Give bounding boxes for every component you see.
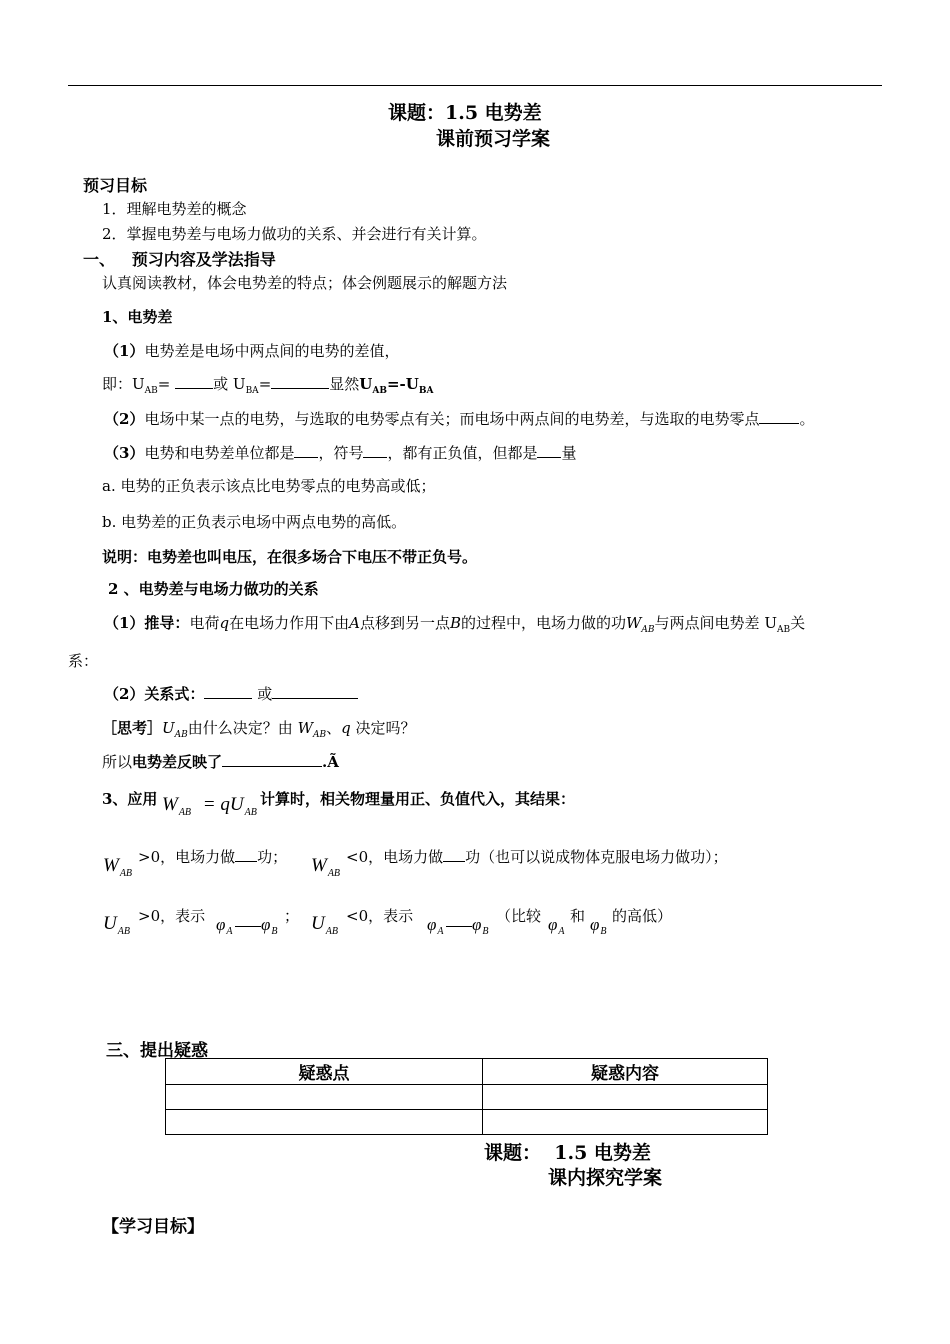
w-positive-text: >0，电场力做 功； <box>138 848 288 866</box>
blank-field[interactable] <box>537 443 561 458</box>
blank-field[interactable] <box>363 443 387 458</box>
table-header-cell: 疑惑内容 <box>483 1059 768 1085</box>
paragraph-1: （1）电势差是电场中两点间的电势的差值， <box>104 342 400 360</box>
blank-field[interactable] <box>204 684 252 699</box>
u-ab-symbol: $U_{AB}$ <box>311 913 338 937</box>
top-rule <box>68 85 882 86</box>
questions-heading: 三、提出疑惑 <box>106 1041 208 1061</box>
phi-a-symbol: $\varphi_A$ <box>548 915 565 937</box>
blank-field[interactable] <box>759 409 799 424</box>
derivation-wrap: 系： <box>68 652 99 670</box>
paragraph-4: （3）电势和电势差单位都是 ，符号 ，都有正负值，但都是 量 <box>104 444 577 462</box>
formula-w-equals-qu: $W_{AB} = qU_{AB}$ <box>162 794 257 818</box>
u-ab-symbol: $U_{AB}$ <box>103 913 130 937</box>
u-negative-text: <0，表示 <box>346 907 414 925</box>
page-title: 课题：1.5 电势差 <box>388 102 542 124</box>
blank-field[interactable] <box>443 847 465 862</box>
table-cell[interactable] <box>483 1085 768 1110</box>
table-cell[interactable] <box>166 1085 483 1110</box>
goals-heading: 预习目标 <box>83 176 148 195</box>
blank-field[interactable] <box>272 684 358 699</box>
phi-b-symbol: $\varphi_B$ <box>261 915 278 937</box>
blank-field[interactable] <box>294 443 318 458</box>
blank-field[interactable] <box>175 374 213 389</box>
application-heading-start: 3、应用 <box>102 790 158 808</box>
paragraph-2: 即：$U_{AB}=$ 或 $U_{BA}=$ 显然$U_{AB}=-U_{BA}$ <box>102 375 434 396</box>
table-cell[interactable] <box>483 1110 768 1135</box>
table-cell[interactable] <box>166 1110 483 1135</box>
table-row <box>166 1110 768 1135</box>
semicolon: ； <box>284 907 300 925</box>
table-row <box>166 1059 768 1085</box>
blank-field[interactable] <box>235 847 257 862</box>
w-negative-text: <0，电场力做 功（也可以说成物体克服电场力做功）； <box>346 848 728 866</box>
relation-line: （2）关系式： 或 <box>104 683 358 704</box>
goal-item: 2．掌握电势差与电场力做功的关系、并会进行有关计算。 <box>102 225 487 243</box>
page-title: 课题： 1.5 电势差 <box>484 1142 651 1164</box>
page-subtitle: 课前预习学案 <box>436 128 551 150</box>
phi-b-symbol: $\varphi_B$ <box>472 915 489 937</box>
note-a: a. 电势的正负表示该点比电势零点的电势高或低； <box>102 477 436 495</box>
explanation-note: 说明：电势差也叫电压，在很多场合下电压不带正负号。 <box>102 548 478 566</box>
derivation-line: （1）推导：电荷q在电场力作用下由A点移到另一点B的过程中，电场力做的功$W_{AB}$与两点间电势差 $U_{AB}$关 <box>104 614 806 635</box>
and-text: 和 <box>570 907 586 925</box>
table-header-cell: 疑惑点 <box>166 1059 483 1085</box>
think-line: ［思考$]U_{AB}$由什么决定？由 $W_{AB}$、q 决定吗？ <box>102 719 416 740</box>
page-subtitle: 课内探究学案 <box>548 1167 663 1189</box>
phi-b-symbol: $\varphi_B$ <box>590 915 607 937</box>
questions-table <box>165 1058 768 1135</box>
blank-field[interactable] <box>222 752 322 767</box>
learning-goals-heading: 【学习目标】 <box>102 1217 204 1237</box>
compare-end-text: 的高低） <box>612 907 673 925</box>
w-ab-symbol: $W_{AB}$ <box>103 855 133 879</box>
w-ab-symbol: $W_{AB}$ <box>311 855 341 879</box>
sub-heading-work-relation: 2 、电势差与电场力做功的关系 <box>108 580 319 598</box>
paragraph-3: （2）电场中某一点的电势，与选取的电势零点有关；而电场中两点间的电势差，与选取的电势零点 。 <box>104 410 815 428</box>
u-positive-text: >0，表示 <box>138 907 206 925</box>
so-line: 所以电势差反映了 .Ã <box>102 753 339 771</box>
sub-heading-potential-difference: 1、电势差 <box>102 308 173 326</box>
phi-a-symbol: $\varphi_A$ <box>427 915 444 937</box>
phi-a-symbol: $\varphi_A$ <box>216 915 233 937</box>
comparison-blank[interactable] <box>235 926 261 927</box>
note-b: b. 电势差的正负表示电场中两点电势的高低。 <box>102 513 407 531</box>
table-row <box>166 1085 768 1110</box>
section-heading: 一、 预习内容及学法指导 <box>83 250 276 269</box>
compare-text: （比较 <box>496 907 542 925</box>
goal-item: 1．理解电势差的概念 <box>102 200 247 218</box>
section-intro: 认真阅读教材，体会电势差的特点；体会例题展示的解题方法 <box>102 274 508 292</box>
blank-field[interactable] <box>271 374 329 389</box>
application-heading-end: 计算时，相关物理量用正、负值代入，其结果： <box>260 790 576 808</box>
comparison-blank[interactable] <box>446 926 472 927</box>
